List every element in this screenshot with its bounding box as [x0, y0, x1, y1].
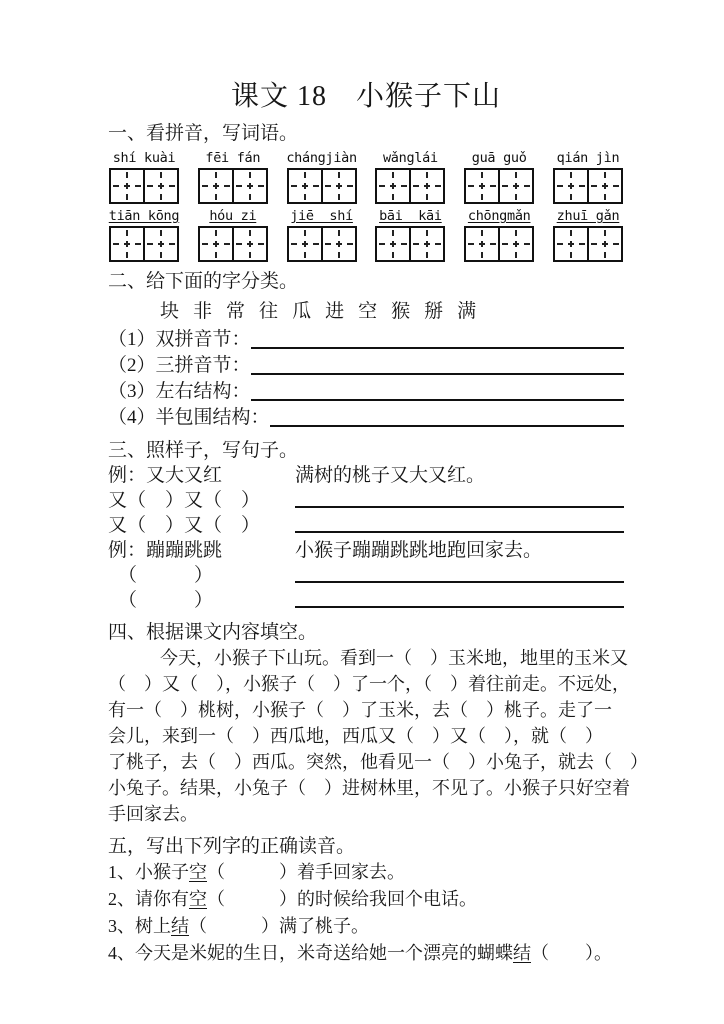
- pinyin-label: zhuī gǎn: [556, 208, 620, 224]
- pinyin-word-group: [108, 149, 180, 204]
- underlined-character: 结: [513, 943, 531, 963]
- pinyin-word-group: [286, 149, 358, 204]
- reading-item-suffix: （ ）的时候给我回个电话。: [207, 889, 477, 909]
- reading-item: [108, 940, 624, 967]
- reading-item-prefix: 3、树上: [108, 916, 171, 936]
- reading-item: [108, 886, 624, 913]
- grid-cell: [498, 228, 532, 260]
- example-row: [108, 538, 624, 563]
- pinyin-row-1: [108, 149, 624, 204]
- pinyin-label: qián jìn: [556, 150, 620, 166]
- section-3-heading: 三、照样子，写句子。: [108, 440, 299, 461]
- cloze-line: 有一（ ）桃树，小猴子（ ）了玉米，去（ ）桃子。走了一: [108, 700, 612, 720]
- grid-cell: [466, 228, 498, 260]
- blank-label: 又（ ）又（ ）: [108, 490, 261, 511]
- example-answer: 小猴子蹦蹦跳跳地跑回家去。: [295, 540, 543, 561]
- grid-cell: [466, 170, 498, 202]
- pinyin-label: jiē shí: [290, 208, 353, 224]
- pinyin-label: bāi kāi: [379, 208, 442, 224]
- writing-grid: [464, 168, 534, 204]
- example-label: 例：蹦蹦跳跳: [108, 540, 223, 561]
- classify-item-label: （4）半包围结构：: [108, 407, 270, 428]
- char-item: 空: [358, 301, 392, 322]
- reading-item-prefix: 2、请你有: [108, 889, 189, 909]
- writing-grid: [198, 168, 268, 204]
- pinyin-word-group: [552, 149, 624, 204]
- pinyin-word-group: [463, 207, 535, 262]
- grid-cell: [111, 170, 143, 202]
- pinyin-label: guā guǒ: [471, 150, 527, 166]
- underlined-character: 结: [171, 916, 189, 936]
- grid-cell: [409, 228, 443, 260]
- blank-row: [108, 588, 624, 613]
- blank-label: 又（ ）又（ ）: [108, 515, 261, 536]
- reading-item-suffix: （ ）。: [531, 943, 612, 963]
- writing-grid: [287, 226, 357, 262]
- cloze-line: 了桃子，去（ ）西瓜。突然，他看见一（ ）小兔子，就去（ ）: [108, 752, 648, 772]
- classify-item-label: （2）三拼音节：: [108, 355, 251, 376]
- answer-line: [251, 347, 624, 349]
- pinyin-word-group: [286, 207, 358, 262]
- classify-item: [108, 405, 624, 431]
- classify-item-label: （1）双拼音节：: [108, 329, 251, 350]
- writing-grid: [287, 168, 357, 204]
- pinyin-word-group: [108, 207, 180, 262]
- example-answer: 满树的桃子又大又红。: [295, 465, 486, 486]
- example-row: [108, 463, 624, 488]
- reading-item-prefix: 4、今天是米妮的生日，米奇送给她一个漂亮的蝴蝶: [108, 943, 513, 963]
- char-item: 往: [259, 301, 293, 322]
- reading-item-prefix: 1、小猴子: [108, 862, 189, 882]
- char-item: 瓜: [292, 301, 326, 322]
- grid-cell: [321, 170, 355, 202]
- pinyin-word-group: [374, 207, 446, 262]
- grid-cell: [232, 170, 266, 202]
- writing-grid: [553, 226, 623, 262]
- char-item: 掰: [424, 301, 458, 322]
- pinyin-label: wǎnglái: [382, 150, 438, 166]
- cloze-line: 今天，小猴子下山玩。看到一（ ）玉米地，地里的玉米又: [160, 648, 628, 668]
- char-item: 猴: [391, 301, 425, 322]
- answer-line: [295, 563, 624, 583]
- grid-cell: [555, 170, 587, 202]
- cloze-line: 手回家去。: [108, 804, 198, 824]
- pinyin-word-group: [552, 207, 624, 262]
- grid-cell: [377, 228, 409, 260]
- grid-cell: [232, 228, 266, 260]
- writing-grid: [375, 226, 445, 262]
- reading-item-suffix: （ ）着手回家去。: [207, 862, 405, 882]
- pinyin-label: chōngmǎn: [467, 208, 531, 224]
- pinyin-word-group: [197, 149, 269, 204]
- underlined-character: 空: [189, 889, 207, 909]
- section-2-heading: 二、给下面的字分类。: [108, 271, 299, 292]
- grid-cell: [409, 170, 443, 202]
- grid-cell: [377, 170, 409, 202]
- char-item: 常: [226, 301, 260, 322]
- answer-line: [270, 425, 624, 427]
- char-item: 块: [160, 301, 194, 322]
- grid-cell: [498, 170, 532, 202]
- answer-line: [295, 513, 624, 533]
- reading-item: [108, 913, 624, 940]
- pinyin-word-group: [374, 149, 446, 204]
- pinyin-label: hóu zi: [209, 208, 257, 224]
- answer-line: [295, 488, 624, 508]
- section-4-heading: 四、根据课文内容填空。: [108, 622, 318, 643]
- pinyin-label: tiān kōng: [108, 208, 180, 224]
- classify-item: [108, 379, 624, 405]
- pinyin-label: fēi fán: [205, 150, 261, 166]
- grid-cell: [111, 228, 143, 260]
- cloze-line: （ ）又（ ），小猴子（ ）了一个，（ ）着往前走。不远处，: [108, 674, 630, 694]
- char-item: 进: [325, 301, 359, 322]
- section-1-heading: 一、看拼音，写词语。: [108, 123, 299, 144]
- reading-item-suffix: （ ）满了桃子。: [189, 916, 369, 936]
- writing-grid: [198, 226, 268, 262]
- grid-cell: [200, 228, 232, 260]
- underlined-character: 空: [189, 862, 207, 882]
- writing-grid: [375, 168, 445, 204]
- grid-cell: [555, 228, 587, 260]
- writing-grid: [553, 168, 623, 204]
- cloze-line: 会儿，来到一（ ）西瓜地，西瓜又（ ）又（ ），就（ ）: [108, 726, 603, 746]
- cloze-line: 小兔子。结果，小兔子（ ）进树林里，不见了。小猴子只好空着: [108, 778, 630, 798]
- page-title: 课文 18 小猴子下山: [230, 81, 501, 112]
- grid-cell: [200, 170, 232, 202]
- grid-cell: [587, 228, 621, 260]
- grid-cell: [321, 228, 355, 260]
- pinyin-word-group: [463, 149, 535, 204]
- blank-row: [108, 563, 624, 588]
- blank-label: （ ）: [118, 590, 214, 611]
- grid-cell: [289, 228, 321, 260]
- grid-cell: [289, 170, 321, 202]
- grid-cell: [143, 228, 177, 260]
- writing-grid: [464, 226, 534, 262]
- reading-item: [108, 859, 624, 886]
- answer-line: [251, 399, 624, 401]
- blank-label: （ ）: [118, 565, 214, 586]
- writing-grid: [109, 226, 179, 262]
- example-label: 例：又大又红: [108, 465, 223, 486]
- classify-item: [108, 353, 624, 379]
- grid-cell: [143, 170, 177, 202]
- pinyin-label: chángjiàn: [286, 150, 357, 166]
- answer-line: [295, 588, 624, 608]
- pinyin-row-2: [108, 207, 624, 262]
- character-list: [160, 298, 624, 325]
- answer-line: [251, 373, 624, 375]
- classify-item: [108, 327, 624, 353]
- char-item: 非: [193, 301, 227, 322]
- classify-item-label: （3）左右结构：: [108, 381, 251, 402]
- blank-row: [108, 513, 624, 538]
- char-item: 满: [457, 301, 491, 322]
- blank-row: [108, 488, 624, 513]
- pinyin-label: shí kuài: [112, 150, 176, 166]
- pinyin-word-group: [197, 207, 269, 262]
- grid-cell: [587, 170, 621, 202]
- writing-grid: [109, 168, 179, 204]
- section-5-heading: 五，写出下列字的正确读音。: [108, 836, 356, 857]
